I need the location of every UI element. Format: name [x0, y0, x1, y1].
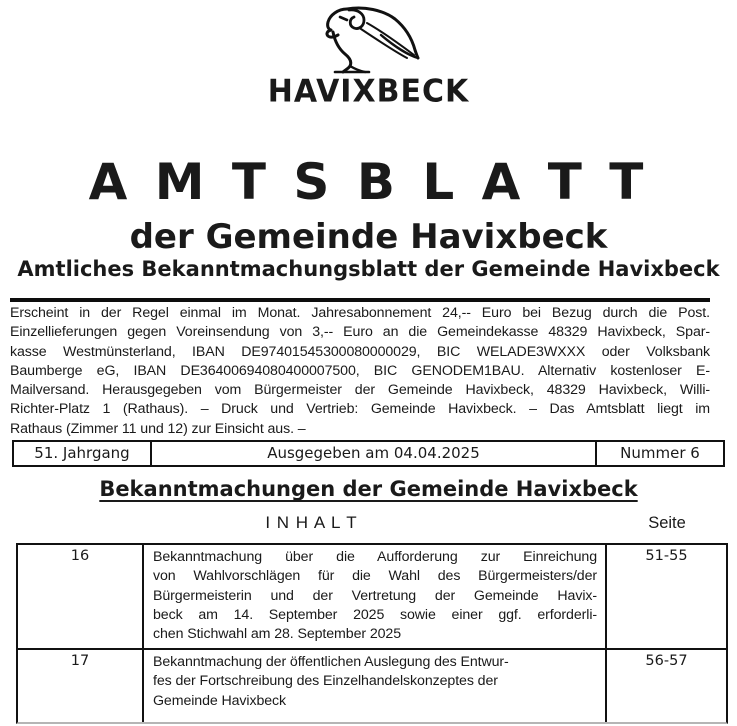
- toc-item-number: 16: [70, 548, 90, 565]
- toc-row: [18, 545, 726, 648]
- falcon-icon: [309, 6, 429, 74]
- gazette-subtitle: der Gemeinde Havixbeck: [129, 217, 608, 257]
- imprint-line: Baumberge eG, IBAN DE36400694080400007500, BIC GENODEM1BAU. Alternativ kostenloser E-: [10, 362, 710, 379]
- toc-table: [16, 543, 728, 724]
- toc-item-pages: 51-55: [645, 548, 688, 565]
- toc-text-line: fes der Fortschreibung des Einzelhandelskonzeptes der: [153, 673, 498, 690]
- toc-item-text: [142, 545, 607, 648]
- logo-wordmark: HAVIXBECK: [267, 73, 470, 110]
- imprint-line: Rathaus (Zimmer 11 und 12) zur Einsicht aus. –: [10, 420, 306, 437]
- toc-text-line: chen Stichwahl am 28. September 2025: [153, 626, 401, 643]
- issue-date: Ausgegeben am 04.04.2025: [150, 442, 597, 465]
- gazette-title: A M T S B L A T T: [88, 153, 649, 211]
- toc-item-pages: 56-57: [645, 653, 688, 670]
- toc-item-text: [142, 650, 607, 722]
- toc-text-line: beck am 14. September 2025 sowie einer ggf. erforderli-: [153, 606, 597, 623]
- issue-volume: 51. Jahrgang: [34, 444, 130, 463]
- imprint-line: Richter-Platz 1 (Rathaus). – Druck und Vertrieb: Gemeinde Havixbeck. – Das Amtsblatt liegt im: [10, 401, 710, 418]
- toc-header-row: [0, 512, 737, 534]
- toc-item-number: 17: [70, 653, 90, 670]
- imprint-line: Mailversand. Herausgegeben vom Bürgermeister der Gemeinde Havixbeck, 48329 Havixbeck, Willi-: [10, 382, 710, 399]
- toc-page-column-label: Seite: [648, 514, 686, 533]
- imprint-paragraph: [10, 304, 710, 439]
- issue-bar: [12, 440, 725, 467]
- municipality-logo: [0, 0, 737, 109]
- gazette-subsubtitle: Amtliches Bekanntmachungsblatt der Gemeinde Havixbeck: [17, 257, 720, 281]
- imprint-line: Erscheint in der Regel einmal im Monat. Jahresabonnement 24,-- Euro bei Bezug durch die Post.: [10, 305, 710, 321]
- toc-text-line: Bürgermeisterin und der Vertretung der Gemeinde Havix-: [153, 587, 597, 604]
- toc-row: [18, 648, 726, 722]
- toc-text-line: von Wahlvorschlägen für die Wahl des Bürgermeisters/der: [153, 568, 597, 585]
- section-heading: Bekanntmachungen der Gemeinde Havixbeck: [99, 477, 638, 502]
- imprint-line: kasse Westmünsterland, IBAN DE97401545300080000029, BIC WELADE3WXXX oder Volksbank: [10, 343, 710, 360]
- toc-text-line: Bekanntmachung über die Aufforderung zur Einreichung: [153, 549, 597, 566]
- toc-text-line: Gemeinde Havixbeck: [153, 692, 287, 709]
- imprint-line: Einzellieferungen gegen Voreinsendung von 3,-- Euro an die Gemeindekasse 48329 Havixbeck, Spar-: [10, 324, 710, 341]
- issue-number: Nummer 6: [620, 444, 700, 463]
- masthead-rule: [10, 298, 710, 302]
- toc-heading: I N H A L T: [265, 513, 358, 533]
- toc-text-line: Bekanntmachung der öffentlichen Auslegung des Entwur-: [153, 654, 509, 671]
